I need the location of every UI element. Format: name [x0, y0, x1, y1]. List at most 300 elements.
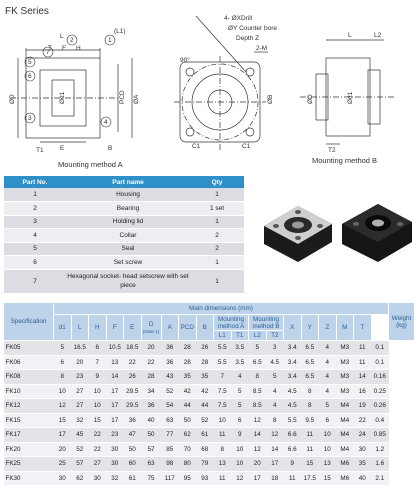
dims-row [4, 471, 415, 486]
dims-cell: 13 [106, 355, 124, 370]
dims-cell: 15 [89, 413, 107, 428]
dims-row [4, 413, 415, 428]
dims-cell: 5.5 [214, 341, 232, 356]
dims-cell: 0.85 [371, 428, 389, 443]
dims-cell: 14 [354, 370, 372, 385]
dims-cell: 17 [106, 399, 124, 414]
parts-cell: 7 [4, 269, 66, 293]
dims-cell: 68 [196, 442, 214, 457]
parts-cell: 3 [4, 215, 66, 229]
dims-row [4, 457, 415, 472]
dims-cell: 50 [179, 413, 197, 428]
drawing-label: ØD [9, 94, 16, 104]
drawing-label: ØD [307, 94, 314, 104]
caption-mounting-a: Mounting method A [58, 160, 123, 169]
dims-cell: 8.5 [249, 384, 267, 399]
parts-header-no: Part No. [4, 176, 66, 188]
dims-cell: 23 [71, 370, 89, 385]
dims-cell: 18.5 [124, 341, 142, 356]
dims-cell: 10 [214, 413, 232, 428]
dims-cell: 22 [354, 413, 372, 428]
dims-cell: 30 [89, 471, 107, 486]
parts-cell: Collar [66, 229, 190, 243]
dims-cell: 30 [106, 457, 124, 472]
dims-cell: 3.4 [284, 370, 302, 385]
parts-header-qty: Qty [190, 176, 244, 188]
dims-row [4, 370, 415, 385]
col-Z: Z [319, 315, 337, 341]
dims-cell: M3 [336, 384, 354, 399]
parts-cell: Holding lid [66, 215, 190, 229]
drawing-label: 2 [70, 37, 74, 44]
drawing-label: ØY Counter bore [228, 25, 278, 32]
dims-cell: 27 [71, 399, 89, 414]
dims-cell: 80 [179, 457, 197, 472]
dims-cell: 12 [54, 399, 72, 414]
dims-cell: 14 [266, 442, 284, 457]
parts-cell: 1 [190, 215, 244, 229]
dims-cell: 28 [179, 355, 197, 370]
mount-a-header: Mounting method A [214, 315, 249, 331]
dims-cell: 1.2 [371, 442, 389, 457]
dims-cell: M4 [336, 442, 354, 457]
parts-header-name: Part name [66, 176, 190, 188]
main-dimensions-header: Main dimensions (mm) [54, 303, 389, 315]
dims-cell: 28 [196, 355, 214, 370]
drawing-label: H [76, 45, 81, 52]
col-Y: Y [301, 315, 319, 341]
dims-cell: 11 [301, 428, 319, 443]
col-A: A [161, 315, 179, 341]
dims-cell: 8 [54, 370, 72, 385]
dims-cell: 4 [266, 384, 284, 399]
dims-cell: 12 [266, 428, 284, 443]
dims-cell: 9 [89, 370, 107, 385]
drawing-label: Ød1 [59, 91, 66, 104]
col-M: M [336, 315, 354, 341]
dims-cell: 8 [301, 399, 319, 414]
dims-cell: 57 [141, 442, 161, 457]
dims-cell: 52 [161, 384, 179, 399]
dims-cell: 0.1 [371, 355, 389, 370]
parts-row [4, 269, 244, 293]
dims-cell: 27 [89, 457, 107, 472]
dims-cell: 40 [141, 413, 161, 428]
dims-cell: 6.5 [249, 355, 267, 370]
dims-cell: 60 [124, 457, 142, 472]
drawing-label: (L1) [114, 28, 126, 35]
dims-cell: 32 [71, 413, 89, 428]
dims-cell: 63 [141, 457, 161, 472]
dims-cell: 52 [71, 442, 89, 457]
caption-mounting-b: Mounting method B [312, 156, 378, 165]
dims-cell: 28 [141, 370, 161, 385]
col-D-note: (Note 1) [142, 328, 160, 334]
drawing-label: C1 [192, 143, 201, 150]
dims-cell: 0.4 [371, 413, 389, 428]
drawing-label: L [348, 32, 352, 39]
dims-cell: 52 [196, 413, 214, 428]
dims-cell: 8 [249, 370, 267, 385]
dims-cell: M4 [336, 428, 354, 443]
dims-cell: 5 [319, 399, 337, 414]
dims-cell: 27 [71, 384, 89, 399]
dims-cell: 23 [106, 428, 124, 443]
col-T2: T2 [266, 331, 284, 341]
drawing-label: E [60, 145, 65, 152]
dims-cell: 15 [319, 471, 337, 486]
parts-cell: 5 [4, 242, 66, 256]
dims-cell: 4 [319, 341, 337, 356]
dims-cell: 95 [179, 471, 197, 486]
dims-cell: 3 [266, 341, 284, 356]
dims-cell: 4.5 [266, 355, 284, 370]
dims-cell: 10.5 [106, 341, 124, 356]
dims-cell: 44 [179, 399, 197, 414]
col-T1: T1 [231, 331, 249, 341]
parts-cell: 1 [190, 256, 244, 270]
dims-cell: 7.5 [214, 399, 232, 414]
dims-cell: 17.5 [301, 471, 319, 486]
dims-cell: 35 [196, 370, 214, 385]
dims-row [4, 384, 415, 399]
dims-cell: 4 [319, 355, 337, 370]
dims-cell: 0.16 [371, 370, 389, 385]
dims-cell: 85 [161, 442, 179, 457]
drawing-label: 2-M [256, 45, 268, 52]
dims-cell: 34 [141, 384, 161, 399]
dims-cell: 42 [179, 384, 197, 399]
dims-cell: 3.4 [284, 341, 302, 356]
dims-cell: 10 [319, 442, 337, 457]
mount-b-header: Mounting method B [249, 315, 284, 331]
dims-cell: 11 [354, 341, 372, 356]
dims-cell: 5 [249, 341, 267, 356]
dims-cell: 26 [196, 341, 214, 356]
dims-cell: 11 [301, 442, 319, 457]
dims-cell: M3 [336, 370, 354, 385]
dims-cell: 6 [231, 413, 249, 428]
drawing-label: 4- ØXDrill [224, 15, 253, 22]
parts-cell: 1 set [190, 202, 244, 216]
parts-row [4, 188, 244, 202]
dims-spec-cell: FK05 [4, 341, 54, 356]
dims-cell: 8.5 [249, 399, 267, 414]
dims-cell: 45 [71, 428, 89, 443]
col-H: H [89, 315, 107, 341]
dims-cell: 15 [301, 457, 319, 472]
dims-cell: 11 [214, 428, 232, 443]
dims-cell: 35 [354, 457, 372, 472]
dims-cell: 28 [179, 341, 197, 356]
dims-cell: 20 [54, 442, 72, 457]
product-photo-open [258, 196, 338, 268]
technical-drawing [0, 0, 418, 172]
parts-cell: 1 [4, 188, 66, 202]
weight-header: Weight (kg) [389, 303, 415, 341]
dims-cell: 7 [214, 370, 232, 385]
dims-cell: 6.5 [301, 355, 319, 370]
dims-cell: 36 [161, 341, 179, 356]
dims-cell: 20 [141, 341, 161, 356]
col-PCD: PCD [179, 315, 197, 341]
dims-cell: 9.5 [301, 413, 319, 428]
dims-spec-cell: FK12 [4, 399, 54, 414]
dims-spec-cell: FK10 [4, 384, 54, 399]
dims-cell: 11 [284, 471, 302, 486]
drawing-label: 5 [28, 59, 32, 66]
dims-cell: 1.6 [371, 457, 389, 472]
dims-cell: 30 [354, 442, 372, 457]
parts-cell: 2 [4, 202, 66, 216]
dims-cell: 9 [231, 428, 249, 443]
dims-cell: 22 [89, 442, 107, 457]
dims-cell: 10 [89, 384, 107, 399]
dims-cell: 16.5 [71, 341, 89, 356]
dims-cell: 79 [196, 457, 214, 472]
dims-cell: 12 [249, 413, 267, 428]
drawing-label: C1 [242, 143, 251, 150]
spec-header: Specification [4, 303, 54, 341]
dims-row [4, 428, 415, 443]
drawing-label: 90° [180, 57, 190, 64]
dims-row [4, 399, 415, 414]
dims-spec-cell: FK15 [4, 413, 54, 428]
dims-cell: 10 [54, 384, 72, 399]
parts-row [4, 242, 244, 256]
dims-cell: 29.5 [124, 399, 142, 414]
dims-cell: 36 [124, 413, 142, 428]
dims-cell: M6 [336, 471, 354, 486]
dims-cell: 20 [71, 355, 89, 370]
dims-cell: 4 [231, 370, 249, 385]
dims-cell: 22 [89, 428, 107, 443]
dims-cell: 8 [266, 413, 284, 428]
parts-cell: 4 [4, 229, 66, 243]
dims-cell: 16 [354, 384, 372, 399]
parts-row [4, 215, 244, 229]
col-T: T [354, 315, 372, 341]
dims-cell: 13 [319, 457, 337, 472]
dims-cell: 18 [266, 471, 284, 486]
dimensions-table [3, 302, 415, 486]
dims-cell: 77 [161, 428, 179, 443]
parts-cell: 1 [190, 269, 244, 293]
dims-cell: 35 [179, 370, 197, 385]
parts-row [4, 256, 244, 270]
dims-cell: 5 [54, 341, 72, 356]
parts-cell: Bearing [66, 202, 190, 216]
dims-cell: 6.6 [284, 428, 302, 443]
dims-cell: 5 [266, 370, 284, 385]
dims-cell: M4 [336, 399, 354, 414]
parts-table [4, 176, 244, 294]
dims-cell: M3 [336, 341, 354, 356]
product-photo-closed [336, 196, 416, 268]
parts-cell: Set screw [66, 256, 190, 270]
dims-cell: 17 [106, 413, 124, 428]
dims-cell: 61 [196, 428, 214, 443]
dims-cell: 4.5 [284, 399, 302, 414]
drawing-label: 1 [108, 37, 112, 44]
parts-cell: Hexagonal socket- head setscrew with set piece [66, 269, 190, 293]
dims-cell: 43 [161, 370, 179, 385]
dims-cell: 17 [54, 428, 72, 443]
col-F: F [106, 315, 124, 341]
drawing-label: 4 [104, 119, 108, 126]
dims-cell: 10 [231, 457, 249, 472]
dims-cell: 7.5 [214, 384, 232, 399]
col-L1: L1 [214, 331, 232, 341]
drawing-label: L [60, 33, 64, 40]
parts-cell: 2 [190, 229, 244, 243]
dims-cell: 10 [89, 399, 107, 414]
dims-cell: 61 [124, 471, 142, 486]
col-D-label: D [148, 320, 154, 328]
dims-cell: 50 [124, 442, 142, 457]
dims-cell: M3 [336, 355, 354, 370]
dims-cell: 20 [249, 457, 267, 472]
dims-cell: 6 [89, 341, 107, 356]
drawing-label: Depth Z [236, 35, 260, 42]
parts-cell: Housing [66, 188, 190, 202]
dims-row [4, 442, 415, 457]
dims-cell: 14 [249, 428, 267, 443]
dims-cell: 11 [214, 471, 232, 486]
dims-cell: 30 [106, 442, 124, 457]
dims-cell: 29.5 [124, 384, 142, 399]
dims-cell: 5 [231, 399, 249, 414]
dims-cell: M4 [336, 413, 354, 428]
dims-cell: 14 [106, 370, 124, 385]
col-d1: d1 [54, 315, 72, 341]
dims-cell: 47 [124, 428, 142, 443]
dims-cell: 4 [319, 384, 337, 399]
dims-cell: 36 [141, 399, 161, 414]
dims-cell: 5.5 [284, 413, 302, 428]
col-L2: L2 [249, 331, 267, 341]
dims-cell: 4 [319, 370, 337, 385]
dims-spec-cell: FK20 [4, 442, 54, 457]
dims-cell: 3.5 [231, 341, 249, 356]
parts-row [4, 202, 244, 216]
dims-cell: 57 [71, 457, 89, 472]
drawing-label: ØA [133, 94, 140, 104]
dims-cell: 22 [141, 355, 161, 370]
dims-spec-cell: FK06 [4, 355, 54, 370]
dims-cell: 5 [231, 384, 249, 399]
dims-row [4, 355, 415, 370]
drawing-label: L2 [374, 32, 382, 39]
parts-row [4, 229, 244, 243]
dims-cell: 5.5 [214, 355, 232, 370]
dims-cell: 22 [124, 355, 142, 370]
dims-cell: 25 [54, 457, 72, 472]
dims-cell: 3.4 [284, 355, 302, 370]
dims-cell: 2.1 [371, 471, 389, 486]
dims-cell: 11 [354, 355, 372, 370]
dims-cell: 50 [141, 428, 161, 443]
drawing-label: 7 [46, 49, 50, 56]
series-title: FK Series [5, 6, 49, 17]
dims-cell: 54 [161, 399, 179, 414]
dims-cell: 70 [179, 442, 197, 457]
dims-cell: 0.25 [371, 384, 389, 399]
dims-cell: M6 [336, 457, 354, 472]
dims-cell: 6 [54, 355, 72, 370]
dims-cell: 62 [179, 428, 197, 443]
dims-cell: 117 [161, 471, 179, 486]
col-D [141, 315, 161, 341]
drawing-label: Ød1 [347, 91, 354, 104]
drawing-label: T1 [36, 147, 44, 154]
dims-cell: 8 [214, 442, 232, 457]
dims-cell: 12 [231, 471, 249, 486]
drawing-label: 6 [28, 73, 32, 80]
parts-cell: 2 [190, 242, 244, 256]
dims-cell: 4 [266, 399, 284, 414]
dims-cell: 6.5 [301, 341, 319, 356]
col-B: B [196, 315, 214, 341]
dims-cell: 6.5 [301, 370, 319, 385]
dims-cell: 62 [71, 471, 89, 486]
dims-cell: 6 [319, 413, 337, 428]
dims-cell: 26 [124, 370, 142, 385]
dims-cell: 17 [106, 384, 124, 399]
dims-cell: 32 [106, 471, 124, 486]
col-L: L [71, 315, 89, 341]
dims-cell: 40 [354, 471, 372, 486]
dims-cell: 10 [319, 428, 337, 443]
dims-cell: 0.26 [371, 399, 389, 414]
dims-row [4, 341, 415, 356]
dims-cell: 44 [196, 399, 214, 414]
dims-cell: 19 [354, 399, 372, 414]
drawing-label: ØB [267, 94, 274, 104]
dims-cell: 7 [89, 355, 107, 370]
dims-spec-cell: FK08 [4, 370, 54, 385]
dims-cell: 42 [196, 384, 214, 399]
dims-cell: 30 [54, 471, 72, 486]
col-X: X [284, 315, 302, 341]
parts-cell: Seal [66, 242, 190, 256]
dims-cell: 24 [354, 428, 372, 443]
dims-cell: 17 [266, 457, 284, 472]
dims-spec-cell: FK25 [4, 457, 54, 472]
drawing-label: F [62, 45, 66, 52]
dims-cell: 15 [54, 413, 72, 428]
dims-cell: 75 [141, 471, 161, 486]
drawing-label: PCD [119, 90, 126, 104]
dims-cell: 0.1 [371, 341, 389, 356]
dims-cell: 4.5 [284, 384, 302, 399]
dims-cell: 12 [249, 442, 267, 457]
dims-cell: 17 [249, 471, 267, 486]
col-E: E [124, 315, 142, 341]
dims-cell: 13 [214, 457, 232, 472]
dims-spec-cell: FK17 [4, 428, 54, 443]
dims-cell: 8 [301, 384, 319, 399]
dims-cell: 6.6 [284, 442, 302, 457]
dims-cell: 10 [231, 442, 249, 457]
dims-cell: 63 [161, 413, 179, 428]
drawing-label: T2 [328, 147, 336, 154]
drawing-label: B [108, 145, 113, 152]
dims-cell: 3.5 [231, 355, 249, 370]
dims-cell: 98 [161, 457, 179, 472]
dims-cell: 36 [161, 355, 179, 370]
dims-cell: 9 [284, 457, 302, 472]
